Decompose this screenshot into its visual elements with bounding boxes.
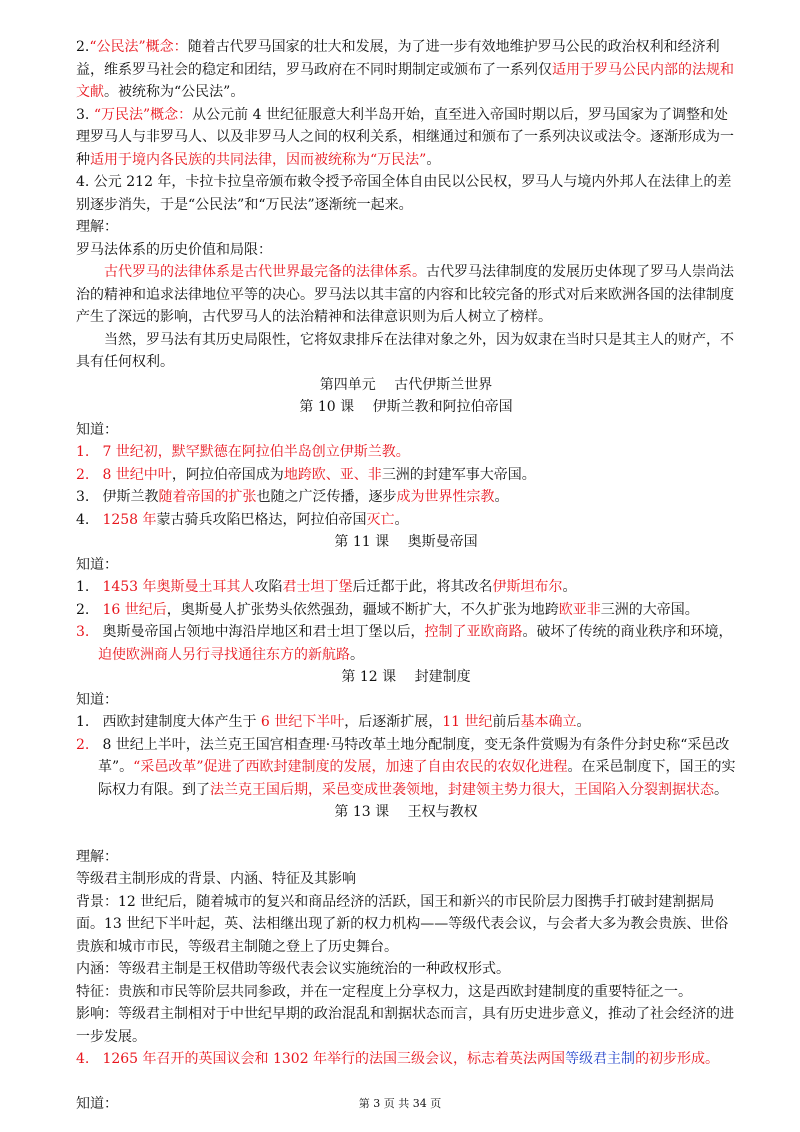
numbered-item [76, 464, 736, 487]
text-run: 。被统称为“公民法”。 [104, 84, 245, 100]
section-heading [76, 396, 736, 419]
highlighted-text: 适用于境内各民族的共同法律，因而被统称为“万民法” [90, 151, 427, 168]
text-run: 知道： [76, 556, 118, 573]
text-run: 第 12 课 封建制度 [341, 669, 471, 685]
paragraph [76, 261, 736, 329]
text-run: 。 [426, 151, 441, 168]
item-number: 3. [76, 624, 90, 640]
text-run: 蒙古骑兵攻陷巴格达，阿拉伯帝国 [156, 511, 367, 528]
paragraph [76, 216, 736, 239]
text-run: 古代罗马法律制度的发展历史体现了罗马人崇尚法治的精神和追求法律地位平等的决心。罗马法以其丰富的内容和比较完备的形式对后来欧洲各国的法律制度产生了深远的影响，古代罗马人的法治精神和法律意识则为后人树立了榜样。 [76, 264, 734, 325]
paragraph [76, 689, 736, 712]
text-run: 后迁都于此，将其改名 [352, 579, 493, 595]
text-run: 第四单元 古代伊斯兰世界 [319, 376, 493, 393]
highlighted-text: 7 世纪初，默罕默德在阿拉伯半岛创立伊斯兰教。 [98, 444, 410, 460]
item-number: 4. [76, 511, 90, 528]
paragraph [76, 239, 736, 262]
text-run: ，阿拉伯帝国成为 [171, 466, 284, 483]
numbered-item [76, 441, 736, 464]
text-run: 内涵：等级君主制是王权借助等级代表会议实施统治的一种政权形式。 [76, 961, 510, 977]
item-number: 4. [76, 1051, 90, 1067]
highlighted-text: 基本确立 [520, 714, 577, 730]
text-run: 理解： [76, 848, 118, 865]
numbered-item [76, 734, 736, 802]
text-run: 攻陷 [254, 579, 283, 595]
text-run: 罗马法体系的历史价值和局限： [76, 241, 272, 258]
section-heading [76, 801, 736, 824]
numbered-item [76, 711, 736, 734]
highlighted-text: 等级君主制 [565, 1051, 636, 1067]
highlighted-text: 1453 年奥斯曼土耳其人 [102, 579, 255, 595]
text-run: 前后 [492, 714, 521, 730]
text-run: 伊斯兰教 [98, 489, 159, 505]
text-run: 三洲的封建军事大帝国。 [381, 466, 536, 483]
paragraph [76, 1003, 736, 1048]
highlighted-text: 的初步形成。 [635, 1051, 720, 1067]
paragraph [76, 104, 736, 172]
numbered-item [76, 621, 736, 666]
highlighted-text: 6 世纪下半叶 [260, 714, 345, 730]
text-run: 影响：等级君主制相对于中世纪早期的政治混乱和割据状态而言，具有历史进步意义，推动了社会经济的进一步发展。 [76, 1006, 734, 1045]
highlighted-text: 1258 年 [102, 511, 157, 528]
text-run: 第 11 课 奥斯曼帝国 [334, 534, 478, 550]
text-run: 等级君主制形成的背景、内涵、特征及其影响 [76, 871, 356, 887]
text-run: 第 10 课 伊斯兰教和阿拉伯帝国 [299, 399, 513, 415]
item-number: 1. [76, 579, 90, 595]
paragraph [76, 868, 736, 891]
highlighted-text: 适用于罗马公民内部的法规和文献 [76, 61, 734, 100]
paragraph [76, 554, 736, 577]
paragraph [76, 891, 736, 959]
text-run: 。 [494, 489, 509, 505]
item-number: 1. [76, 444, 90, 460]
text-run: 从公元前 4 世纪征服意大利半岛开始，直至进入帝国时期以后，罗马国家为了调整和处理罗马人与非罗马人、以及非罗马人之间的权利关系，相继通过和颁布了一系列决议或法令。逐渐形成为一种 [76, 106, 734, 168]
highlighted-text: 法兰克王国后期，采邑变成世袭领地，封建领主势力很大，王国陷入分裂割据状态 [210, 781, 714, 798]
text-run: 。破坏了传统的商业秩序和环境， [522, 624, 733, 640]
item-number: 3. [76, 489, 90, 505]
highlighted-text: 控制了亚欧商路 [424, 624, 523, 640]
text-run: 。 [394, 511, 409, 528]
numbered-item [76, 576, 736, 599]
paragraph [76, 329, 736, 374]
text-run: 。在采邑制度下，国王的实际权力有限。到了 [98, 759, 736, 798]
numbered-item [76, 509, 736, 532]
text-run: 背景：12 世纪后，随着城市的复兴和商品经济的活跃，国王和新兴的市民阶层力图携手打破封建割据局面。13 世纪下半叶起，英、法相继出现了新的权力机构——等级代表会议，与会者大多为教会贵族、世俗贵族和城市市民，等级君主制随之登上了历史舞台。 [76, 893, 729, 955]
text-run: 理解： [76, 219, 118, 235]
text-run: ，奥斯曼人扩张势头依然强劲，疆域不断扩大，不久扩张为地跨 [166, 601, 559, 618]
section-heading [76, 374, 736, 397]
text-run: 。 [576, 714, 591, 730]
text-run: 第 13 课 王权与教权 [334, 804, 478, 820]
highlighted-text: 伊斯坦布尔 [492, 579, 563, 595]
highlighted-text: 灭亡 [366, 511, 395, 528]
text-run: 知道： [76, 691, 118, 708]
item-number: 2. [76, 736, 90, 753]
numbered-item [76, 486, 736, 509]
page-footer: 第 3 页 共 34 页 [358, 1097, 442, 1110]
item-number: 2. [76, 601, 90, 618]
document-body [76, 36, 736, 1115]
highlighted-text: 1265 年召开的英国议会和 1302 年举行的法国三级会议，标志着英法两国 [98, 1051, 566, 1067]
text-run: 8 世纪上半叶，法兰克王国宫相查理·马特改革土地分配制度，变无条件赏赐为有条件分封史称“采邑改革”。 [98, 736, 730, 775]
text-run: 3. [76, 106, 94, 123]
text-run: 三洲的大帝国。 [600, 601, 699, 618]
section-heading [76, 666, 736, 689]
text-run: 当然，罗马法有其历史局限性，它将奴隶排斥在法律对象之外，因为奴隶在当时只是其主人的财产，不具有任何权利。 [76, 331, 734, 370]
highlighted-text: 君士坦丁堡 [282, 579, 353, 595]
text-run: 知道： [76, 421, 118, 438]
item-number: 2. [76, 466, 90, 483]
highlighted-text: 随着帝国的扩张 [158, 489, 257, 505]
blank-line [76, 1071, 736, 1093]
highlighted-text: 地跨欧、亚、非 [283, 466, 382, 483]
highlighted-text: 古代罗马的法律体系是古代世界最完备的法律体系。 [104, 264, 426, 280]
highlighted-text: 11 世纪 [442, 714, 493, 730]
highlighted-text: 成为世界性宗教 [396, 489, 495, 505]
text-run: 随着古代罗马国家的壮大和发展，为了进一步有效地维护罗马公民的政治权利和经济利益，维系罗马社会的稳定和团结，罗马政府在不同时期制定或颁布了一系列仅 [76, 39, 720, 78]
blank-line [76, 824, 736, 846]
text-run: 奥斯曼帝国占领地中海沿岸地区和君士坦丁堡以后， [98, 624, 425, 640]
text-run: 4. 公元 212 年，卡拉卡拉皇帝颁布敕令授予帝国全体自由民以公民权，罗马人与境内外邦人在法律上的差别逐步消失，于是“公民法”和“万民法”逐渐统一起来。 [76, 174, 732, 213]
text-run: 特征：贵族和市民等阶层共同参政，并在一定程度上分享权力，这是西欧封建制度的重要特征之一。 [76, 983, 692, 1000]
text-run: 知道： [76, 1095, 118, 1112]
paragraph [76, 36, 736, 104]
text-run: 。 [714, 781, 728, 798]
highlighted-text: “万民法”概念： [93, 106, 193, 123]
highlighted-text: “公民法”概念： [89, 39, 188, 55]
highlighted-text: 8 世纪中叶 [98, 466, 172, 483]
numbered-item [76, 599, 736, 622]
paragraph [76, 958, 736, 981]
text-run: 。 [562, 579, 577, 595]
text-run: 西欧封建制度大体产生于 [98, 714, 261, 730]
highlighted-text: “采邑改革”促进了西欧封建制度的发展，加速了自由农民的农奴化进程 [133, 759, 568, 775]
paragraph [76, 171, 736, 216]
section-heading [76, 531, 736, 554]
text-run: 。 [350, 646, 364, 663]
text-run: 也随之广泛传播，逐步 [256, 489, 397, 505]
highlighted-text: 16 世纪后 [102, 601, 167, 618]
numbered-item [76, 1048, 736, 1071]
text-run: 2. [76, 39, 90, 55]
highlighted-text: 欧亚非 [558, 601, 601, 618]
item-number: 1. [76, 714, 90, 730]
text-run: ，后逐渐扩展， [344, 714, 443, 730]
highlighted-text: 迫使欧洲商人另行寻找通往东方的新航路 [98, 646, 350, 663]
paragraph [76, 846, 736, 869]
paragraph [76, 981, 736, 1004]
paragraph [76, 419, 736, 442]
